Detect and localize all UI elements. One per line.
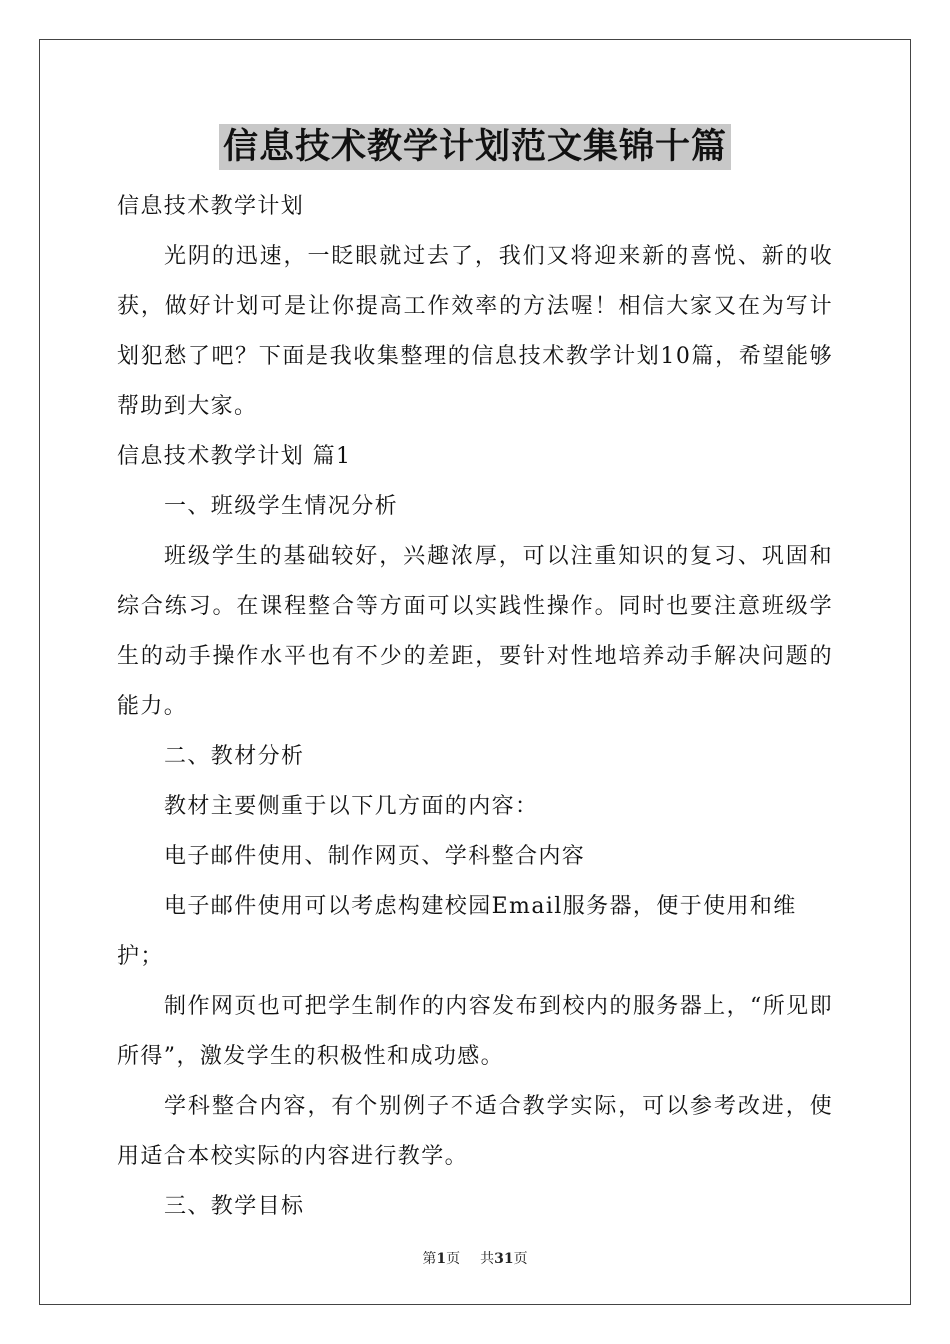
section-heading: 信息技术教学计划 — [117, 194, 305, 219]
textbook-intro-paragraph: 教材主要侧重于以下几方面的内容： — [164, 794, 539, 819]
intro-paragraph: 光阴的迅速，一眨眼就过去了，我们又将迎来新的喜悦、新的收获，做好计划可是让你提高工作效率的方法喔！相信大家又在为写计划犯愁了吧？下面是我收集整理的信息技术教学计划10篇，希望能够帮助到大家。 — [117, 244, 833, 419]
document-body — [117, 124, 833, 1232]
student-analysis-paragraph: 班级学生的基础较好，兴趣浓厚，可以注重知识的复习、巩固和综合练习。在课程整合等方面可以实践性操作。同时也要注意班级学生的动手操作水平也有不少的差距，要针对性地培养动手解决问题的能力。 — [117, 544, 833, 719]
page-footer — [0, 1248, 950, 1268]
page-prefix: 第 — [422, 1251, 437, 1267]
subsection-heading-2: 二、教材分析 — [164, 744, 305, 769]
integration-paragraph: 学科整合内容，有个别例子不适合教学实际，可以参考改进，使用适合本校实际的内容进行教学。 — [117, 1094, 833, 1169]
chapter-heading: 信息技术教学计划 篇1 — [117, 444, 352, 469]
document-title: 信息技术教学计划范文集锦十篇 — [219, 124, 731, 170]
total-suffix: 页 — [513, 1251, 528, 1267]
subsection-heading-1: 一、班级学生情况分析 — [164, 494, 399, 519]
textbook-topics-paragraph: 电子邮件使用、制作网页、学科整合内容 — [164, 844, 586, 869]
webpage-paragraph: 制作网页也可把学生制作的内容发布到校内的服务器上，“所见即所得”，激发学生的积极性和成功感。 — [117, 994, 833, 1069]
page-number: 1 — [436, 1251, 447, 1267]
subsection-heading-3: 三、教学目标 — [164, 1194, 305, 1219]
title-container — [117, 124, 833, 174]
total-prefix: 共 — [480, 1251, 495, 1267]
total-pages: 31 — [494, 1251, 514, 1267]
email-paragraph: 电子邮件使用可以考虑构建校园Email服务器，便于使用和维护； — [117, 894, 797, 969]
page-suffix: 页 — [446, 1251, 461, 1267]
